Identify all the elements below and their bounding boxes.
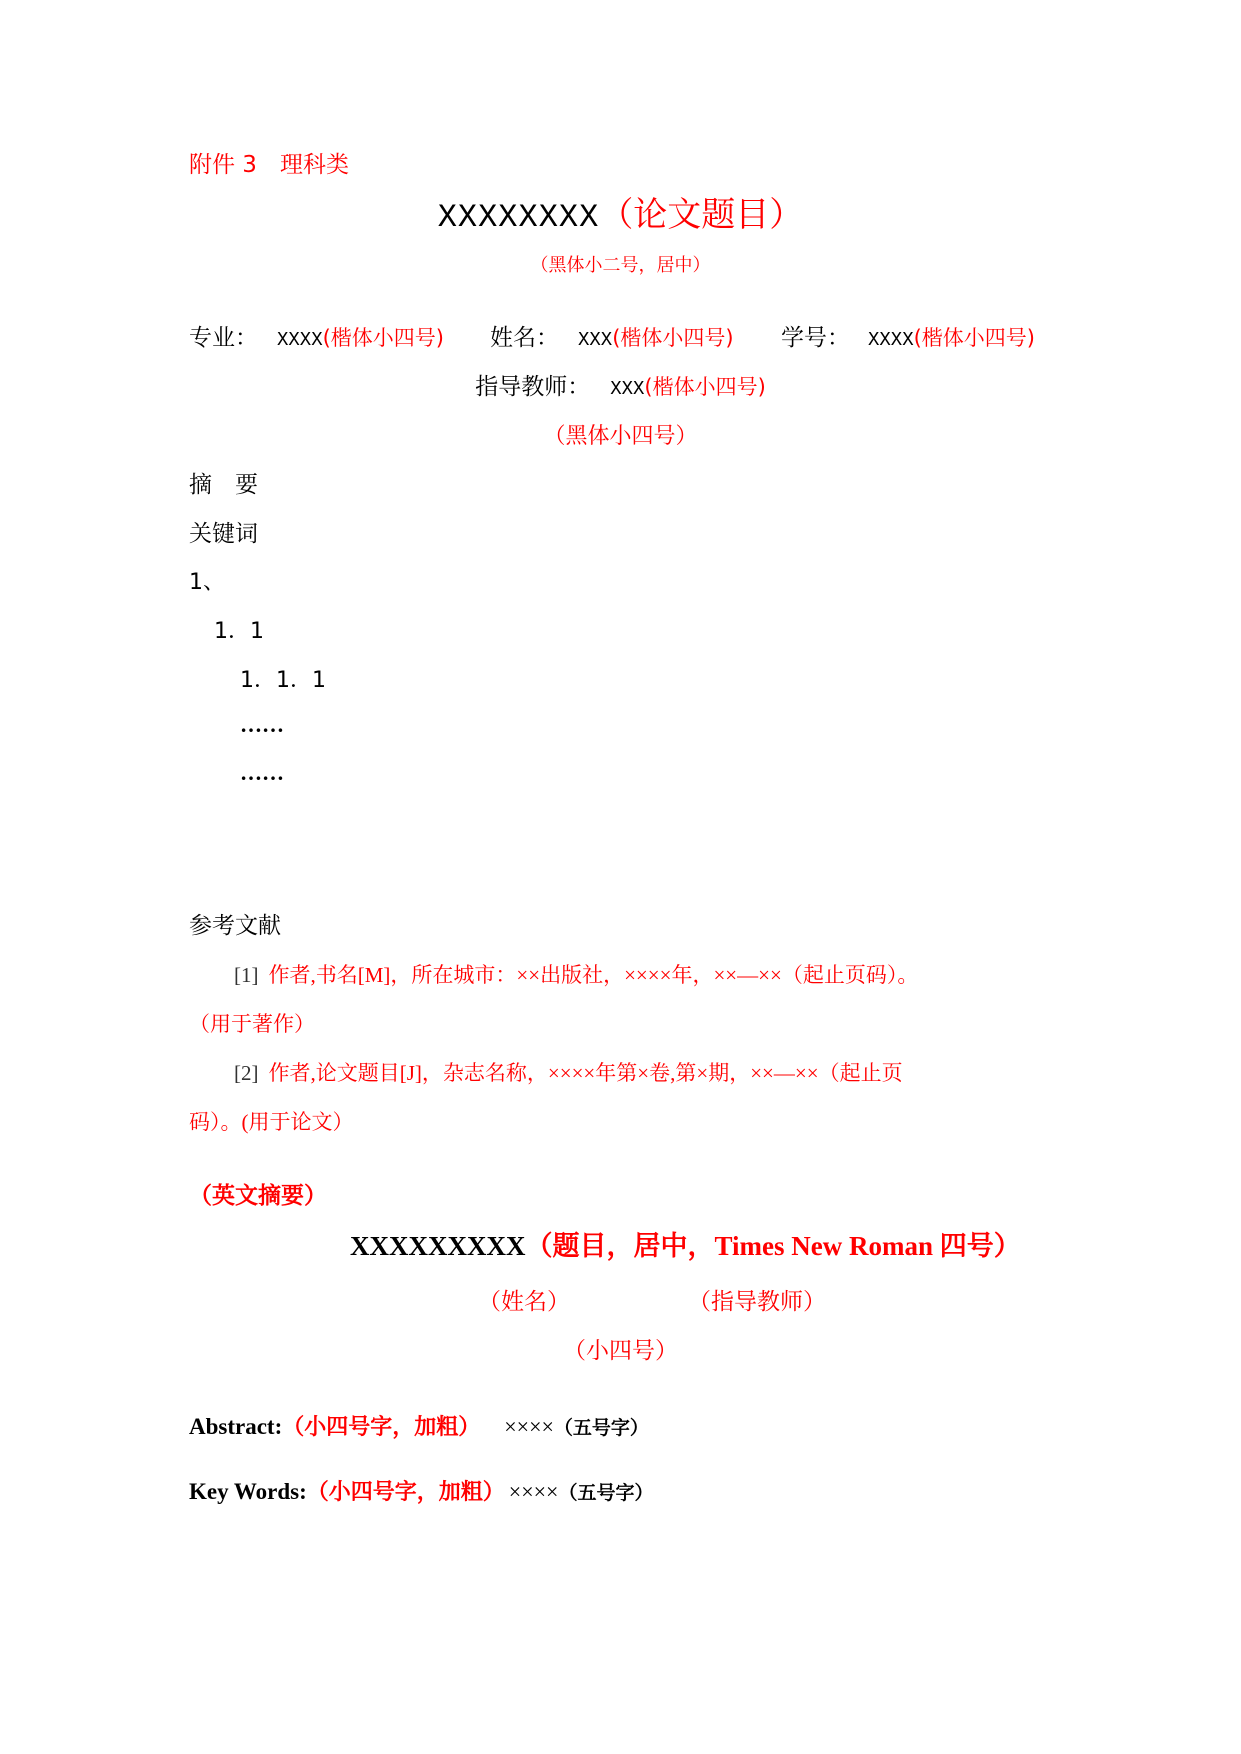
reference-text: 作者,论文题目[J]，杂志名称，××××年第×卷,第×期，××—××（起止页: [268, 1061, 903, 1085]
student-id-format: (楷体小四号): [913, 326, 1035, 350]
name-format: (楷体小四号): [612, 326, 734, 350]
name-value: XXX: [578, 329, 613, 351]
outline-ellipsis: ……: [240, 712, 284, 737]
reference-index: [2]: [234, 1061, 259, 1085]
abstract-format-note: （小四号字，加粗）: [282, 1414, 481, 1439]
attachment-label: 附件 3 理科类: [189, 152, 349, 178]
major-format: (楷体小四号): [322, 326, 444, 350]
major-label: 专业：: [189, 325, 258, 351]
english-size-note: （小四号）: [563, 1338, 678, 1364]
english-keywords-line: [189, 1480, 653, 1503]
abstract-value-format: （五号字）: [553, 1417, 649, 1439]
references-heading: 参考文献: [189, 913, 281, 939]
title-format-note: （黑体小二号，居中）: [530, 255, 711, 276]
keywords-heading: 关键词: [189, 521, 258, 547]
english-advisor-note: （指导教师）: [688, 1289, 826, 1315]
name-label: 姓名：: [490, 325, 559, 351]
advisor-value: XXX: [610, 378, 645, 400]
keywords-value-format: （五号字）: [558, 1482, 654, 1504]
student-id-field: [868, 327, 1035, 350]
advisor-format: (楷体小四号): [644, 375, 766, 399]
outline-level-1: 1、: [189, 570, 225, 595]
student-info-line: [0, 327, 1241, 353]
info-format-note: （黑体小四号）: [543, 424, 698, 449]
reference-text-continued: 码）。(用于论文）: [189, 1110, 354, 1134]
abstract-label: Abstract:: [189, 1414, 283, 1439]
name-field: [578, 327, 734, 350]
advisor-line: [0, 376, 1241, 399]
english-title: [350, 1233, 1021, 1260]
abstract-heading: 摘 要: [189, 472, 258, 498]
keywords-placeholder: ××××: [508, 1479, 559, 1504]
english-title-note: （题目，居中，Times New Roman 四号）: [525, 1231, 1021, 1261]
english-abstract-line: [189, 1415, 649, 1438]
outline-level-2: 1．1: [214, 619, 264, 644]
english-author-line: [0, 1291, 1241, 1317]
major-value: XXXX: [277, 329, 323, 351]
keywords-format-note: （小四号字，加粗）: [306, 1479, 505, 1504]
thesis-title: [0, 195, 1241, 236]
major-field: [277, 327, 444, 350]
advisor-label: 指导教师：: [475, 374, 591, 400]
english-abstract-label: （英文摘要）: [189, 1183, 327, 1209]
reference-item: [234, 1063, 903, 1084]
reference-text-continued: （用于著作）: [189, 1012, 315, 1036]
reference-item: [234, 965, 918, 986]
english-name-note: （姓名）: [478, 1289, 570, 1315]
reference-index: [1]: [234, 963, 259, 987]
student-id-label: 学号：: [781, 325, 850, 351]
title-note: （论文题目）: [599, 195, 804, 235]
student-id-value: XXXX: [868, 329, 914, 351]
reference-text: 作者,书名[M]，所在城市：××出版社，××××年，××—××（起止页码）。: [268, 963, 919, 987]
abstract-placeholder: ××××: [504, 1414, 554, 1439]
outline-ellipsis: ……: [240, 760, 284, 785]
english-title-placeholder: XXXXXXXXX: [350, 1231, 526, 1261]
keywords-label: Key Words:: [189, 1479, 307, 1504]
title-placeholder: XXXXXXXX: [437, 199, 600, 236]
outline-level-3: 1．1．1: [240, 668, 326, 693]
